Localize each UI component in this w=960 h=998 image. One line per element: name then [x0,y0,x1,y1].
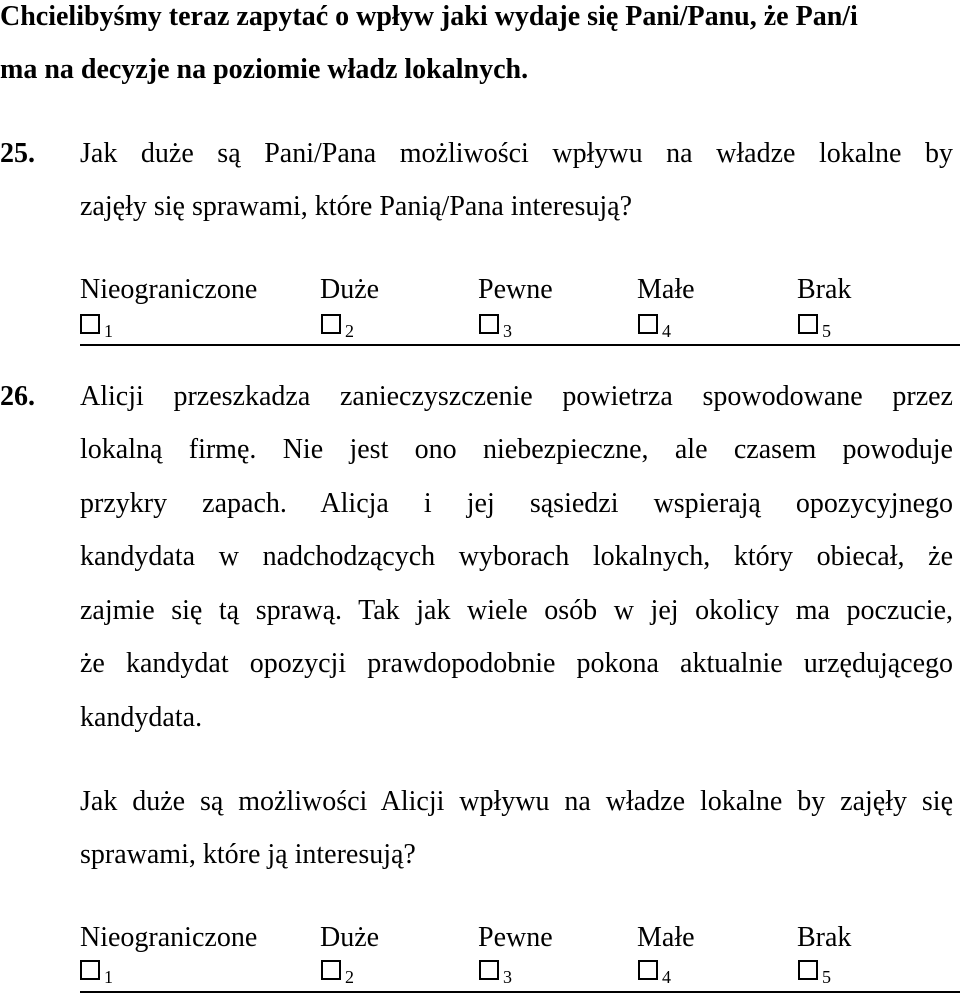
q26-para-line-1: Alicji przeszkadza zanieczyszczenie powietrza spowodowane przez [80,381,953,412]
question-25-line-1: Jak duże są Pani/Pana możliwości wpływu na władze lokalne by [80,138,953,169]
q26-para-line-6: że kandydat opozycji prawdopodobnie pokona aktualnie urzędującego [80,648,953,679]
q26-option-2-number: 2 [345,967,354,987]
question-26-number: 26. [0,381,35,412]
q26-option-5[interactable] [798,960,831,987]
q25-option-5-number: 5 [822,321,831,341]
q25-label-2: Duże [320,274,380,305]
q26-option-1[interactable] [80,960,113,987]
q25-label-3: Pewne [478,274,553,305]
q26-option-1-number: 1 [104,967,113,987]
q26-label-4: Małe [637,922,695,953]
q25-option-1-number: 1 [104,321,113,341]
q25-option-3-number: 3 [503,321,512,341]
checkbox-icon[interactable] [798,960,818,980]
q26-option-4[interactable] [638,960,671,987]
q25-option-2[interactable] [321,314,354,341]
q26-para-line-4: kandydata w nadchodzących wyborach lokalnych, który obiecał, że [80,541,953,572]
q26-para-line-2: lokalną firmę. Nie jest ono niebezpieczne, ale czasem powoduje [80,434,953,465]
checkbox-icon[interactable] [638,960,658,980]
divider-rule [80,344,960,346]
q25-label-5: Brak [797,274,852,305]
q26-label-2: Duże [320,922,380,953]
q25-option-1[interactable] [80,314,113,341]
q26-option-2[interactable] [321,960,354,987]
intro-line-1: Chcielibyśmy teraz zapytać o wpływ jaki wydaje się Pani/Panu, że Pan/i [0,1,858,32]
q25-label-4: Małe [637,274,695,305]
checkbox-icon[interactable] [321,314,341,334]
checkbox-icon[interactable] [80,314,100,334]
q26-question-line-2: sprawami, które ją interesują? [80,839,416,870]
checkbox-icon[interactable] [321,960,341,980]
q26-option-4-number: 4 [662,967,671,987]
q25-option-3[interactable] [479,314,512,341]
q26-para-line-7: kandydata. [80,702,203,733]
q26-para-line-3: przykry zapach. Alicja i jej sąsiedzi wspierają opozycyjnego [80,488,953,519]
intro-line-2: ma na decyzje na poziomie władz lokalnych. [0,54,529,85]
q25-label-1: Nieograniczone [80,274,258,305]
checkbox-icon[interactable] [479,960,499,980]
q26-option-5-number: 5 [822,967,831,987]
checkbox-icon[interactable] [638,314,658,334]
q26-para-line-5: zajmie się tą sprawą. Tak jak wiele osób w jej okolicy ma poczucie, [80,595,953,626]
q25-option-4[interactable] [638,314,671,341]
question-25-line-2: zajęły się sprawami, które Panią/Pana interesują? [80,191,633,222]
q26-option-3-number: 3 [503,967,512,987]
checkbox-icon[interactable] [80,960,100,980]
q26-option-3[interactable] [479,960,512,987]
q25-option-2-number: 2 [345,321,354,341]
divider-rule-bottom [80,991,960,993]
checkbox-icon[interactable] [479,314,499,334]
q25-option-4-number: 4 [662,321,671,341]
q26-question-line-1: Jak duże są możliwości Alicji wpływu na władze lokalne by zajęły się [80,786,953,817]
q26-label-5: Brak [797,922,852,953]
q25-option-5[interactable] [798,314,831,341]
question-25-number: 25. [0,138,35,169]
q26-label-3: Pewne [478,922,553,953]
checkbox-icon[interactable] [798,314,818,334]
q26-label-1: Nieograniczone [80,922,258,953]
